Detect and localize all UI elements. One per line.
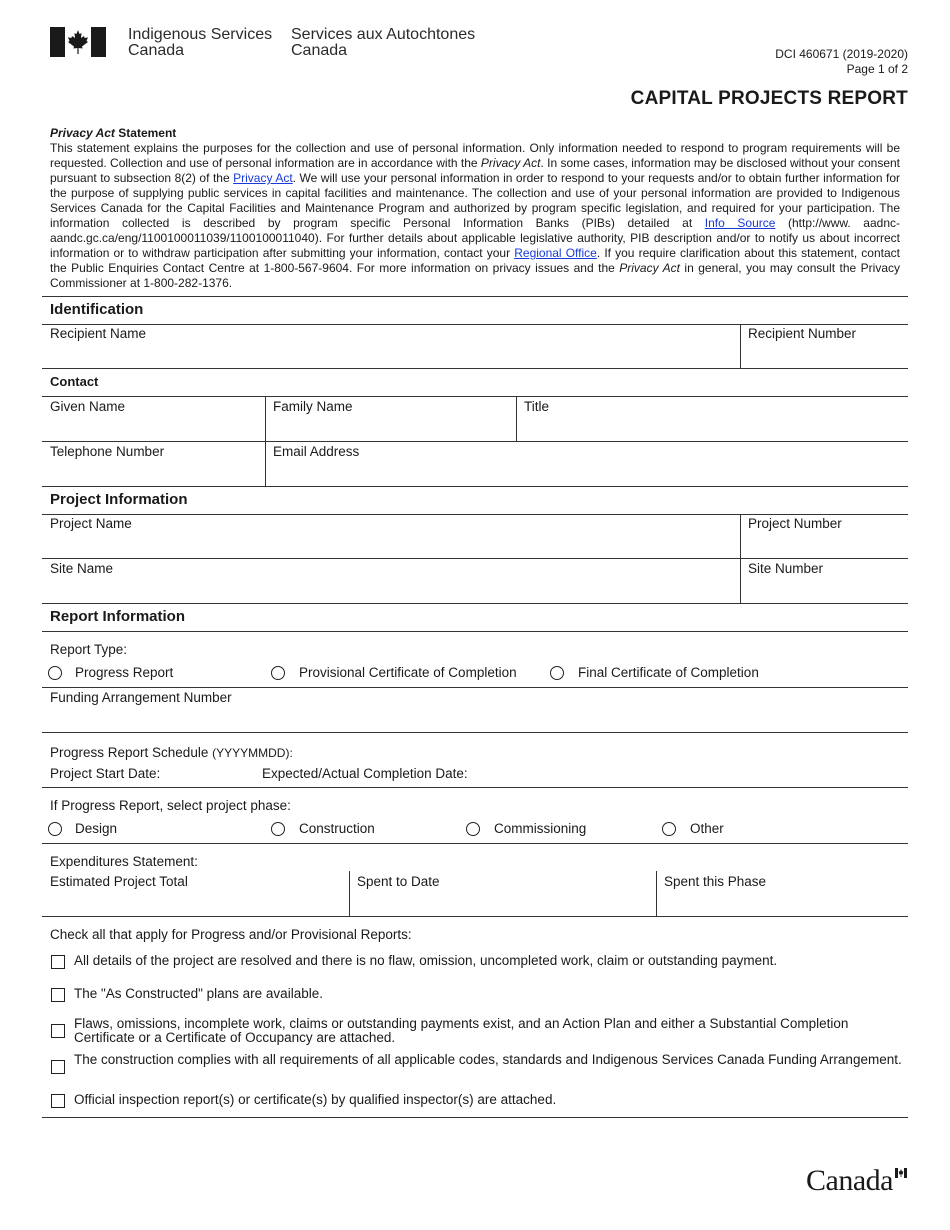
telephone-label: Telephone Number	[50, 444, 165, 459]
spent-this-phase-label: Spent this Phase	[664, 874, 767, 889]
privacy-heading	[50, 126, 900, 141]
project-information-heading: Project Information	[50, 491, 188, 508]
org-name-english-line2: Canada	[128, 42, 185, 59]
canada-wordmark: Canada	[806, 1164, 893, 1197]
radio-phase-commissioning[interactable]	[466, 822, 480, 836]
phase-label: If Progress Report, select project phase:	[50, 798, 291, 813]
org-name-english	[128, 27, 272, 59]
title-field[interactable]	[524, 399, 904, 439]
regional-office-link[interactable]: Regional Office	[514, 246, 597, 260]
checkbox-details-resolved[interactable]	[51, 955, 65, 969]
completion-date-label: Expected/Actual Completion Date:	[262, 766, 468, 781]
title-label: Title	[524, 399, 550, 414]
privacy-act-link[interactable]: Privacy Act	[233, 171, 293, 185]
divider	[42, 558, 908, 559]
divider	[42, 296, 908, 297]
radio-phase-design[interactable]	[48, 822, 62, 836]
telephone-field[interactable]	[50, 444, 262, 484]
divider	[42, 631, 908, 632]
project-start-date-field[interactable]	[50, 766, 255, 781]
radio-phase-construction-label: Construction	[299, 821, 375, 836]
checkbox-as-constructed-plans-label: The "As Constructed" plans are available.	[74, 986, 323, 1001]
divider	[42, 514, 908, 515]
form-identifier	[775, 47, 908, 77]
privacy-text-5: . If you require clarification about this statement, contact the Public Enquiries Contact Centre at 1-800-567-9604. For more information on privacy issues and the	[50, 246, 900, 275]
family-name-field[interactable]	[273, 399, 513, 439]
privacy-act-italic: Privacy Act	[480, 156, 541, 170]
radio-progress-report-label: Progress Report	[75, 665, 174, 680]
checkbox-inspection-reports[interactable]	[51, 1094, 65, 1108]
org-name-french-line1: Services aux Autochtones	[291, 26, 476, 43]
radio-final-certificate[interactable]	[550, 666, 564, 680]
info-source-link[interactable]: Info Source	[704, 216, 776, 230]
report-information-heading: Report Information	[50, 608, 185, 625]
privacy-text-4: (http://www. aadnc-aandc.gc.ca/eng/1100100011039/1100100011040). For further details about applicable legislative authority, PIB description and/or to notify us about incorrect information or to withdraw participation after submitting your information, contact your	[50, 216, 900, 260]
org-name-english-line1: Indigenous Services	[128, 26, 273, 43]
divider	[42, 916, 908, 917]
contact-heading: Contact	[50, 374, 99, 389]
privacy-statement	[50, 126, 900, 291]
divider	[42, 787, 908, 788]
recipient-name-field[interactable]	[50, 326, 738, 366]
form-id: DCI 460671 (2019-2020)	[775, 47, 908, 61]
checkbox-code-compliance-label: The construction complies with all requirements of all applicable codes, standards and Indigenous Services Canada Funding Arrangement.	[74, 1052, 902, 1067]
family-name-label: Family Name	[273, 399, 353, 414]
divider	[349, 871, 350, 916]
divider	[42, 324, 908, 325]
checkbox-flaws-action-plan-label: Flaws, omissions, incomplete work, claims or outstanding payments exist, and an Action Plan and either a Substantial Completion Certificate or a Certificate of Occupancy are attached.	[74, 1016, 849, 1045]
radio-provisional-certificate[interactable]	[271, 666, 285, 680]
divider	[42, 732, 908, 733]
page-title: CAPITAL PROJECTS REPORT	[630, 88, 908, 109]
estimated-project-total-label: Estimated Project Total	[50, 874, 188, 889]
checkbox-details-resolved-label: All details of the project are resolved and there is no flaw, omission, uncompleted work, claim or outstanding payment.	[74, 953, 778, 968]
checkbox-inspection-reports-label: Official inspection report(s) or certificate(s) by qualified inspector(s) are attached.	[74, 1092, 557, 1107]
email-label: Email Address	[273, 444, 360, 459]
schedule-format: (YYYYMMDD):	[212, 746, 293, 760]
spent-to-date-label: Spent to Date	[357, 874, 440, 889]
project-number-label: Project Number	[748, 516, 842, 531]
radio-phase-design-label: Design	[75, 821, 118, 836]
site-number-label: Site Number	[748, 561, 824, 576]
maple-leaf-icon	[66, 29, 90, 55]
project-name-label: Project Name	[50, 516, 132, 531]
divider	[42, 843, 908, 844]
org-name-french-line2: Canada	[291, 42, 348, 59]
divider	[516, 396, 517, 441]
divider	[42, 1117, 908, 1118]
recipient-number-field[interactable]	[748, 326, 906, 366]
radio-phase-commissioning-label: Commissioning	[494, 821, 587, 836]
canada-flag-logo	[50, 27, 106, 57]
privacy-text-2: . In some cases, information may be disclosed without your consent pursuant to subsection 8(2) of the	[50, 156, 901, 185]
privacy-act-italic-2: Privacy Act	[619, 261, 680, 275]
checklist-label: Check all that apply for Progress and/or Provisional Reports:	[50, 927, 412, 942]
project-start-date-label: Project Start Date:	[50, 766, 161, 781]
privacy-heading-italic: Privacy Act	[50, 126, 115, 140]
page-number: Page 1 of 2	[846, 62, 908, 76]
completion-date-field[interactable]	[262, 766, 562, 781]
privacy-text-3: . We will use your personal information in order to respond to your requests and/or to obtain further information for the purpose of supplying public services in capital facilities and maintenance. The collection and use of your personal information are provided to Indigenous Services Canada for the Capital Facilities and Maintenance Program and authorized by program specific legislation, and required for your participation. The information collected is described by program specific Personal Information Banks (PIBs) detailed at	[50, 171, 901, 230]
divider	[740, 324, 741, 368]
divider	[656, 871, 657, 916]
divider	[42, 368, 908, 369]
spent-to-date-field[interactable]	[357, 874, 652, 914]
project-number-field[interactable]	[748, 516, 906, 556]
site-number-field[interactable]	[748, 561, 906, 601]
divider	[42, 486, 908, 487]
expenditures-label: Expenditures Statement:	[50, 854, 198, 869]
given-name-label: Given Name	[50, 399, 126, 414]
recipient-name-label: Recipient Name	[50, 326, 147, 341]
funding-arrangement-field[interactable]	[50, 690, 900, 730]
spent-this-phase-field[interactable]	[664, 874, 904, 914]
wordmark-flag-icon	[895, 1168, 907, 1178]
identification-heading: Identification	[50, 301, 144, 318]
site-name-field[interactable]	[50, 561, 738, 601]
report-type-label: Report Type:	[50, 642, 128, 657]
project-name-field[interactable]	[50, 516, 738, 556]
divider	[42, 603, 908, 604]
schedule-label	[50, 745, 293, 761]
funding-arrangement-label: Funding Arrangement Number	[50, 690, 232, 705]
checkbox-as-constructed-plans[interactable]	[51, 988, 65, 1002]
schedule-label-text: Progress Report Schedule	[50, 745, 209, 760]
checkbox-flaws-action-plan[interactable]	[51, 1024, 65, 1038]
divider	[42, 687, 908, 688]
privacy-text-6: in general, you may consult the Privacy Commissioner at 1-800-282-1376.	[50, 261, 900, 290]
privacy-text-1: This statement explains the purposes for the collection and use of personal information. Only information needed to respond to program requirements will be requested. Collection and use of personal information are in accordance with the	[50, 141, 900, 170]
site-name-label: Site Name	[50, 561, 114, 576]
org-name-french	[291, 27, 475, 59]
checkbox-code-compliance[interactable]	[51, 1060, 65, 1074]
radio-final-certificate-label: Final Certificate of Completion	[578, 665, 759, 680]
radio-phase-construction[interactable]	[271, 822, 285, 836]
given-name-field[interactable]	[50, 399, 262, 439]
privacy-body	[50, 141, 900, 291]
divider	[42, 441, 908, 442]
radio-progress-report[interactable]	[48, 666, 62, 680]
recipient-number-label: Recipient Number	[748, 326, 857, 341]
radio-phase-other[interactable]	[662, 822, 676, 836]
divider	[42, 396, 908, 397]
radio-phase-other-label: Other	[690, 821, 724, 836]
estimated-project-total-field[interactable]	[50, 874, 345, 914]
privacy-heading-rest: Statement	[114, 126, 177, 140]
radio-provisional-certificate-label: Provisional Certificate of Completion	[299, 665, 517, 680]
email-field[interactable]	[273, 444, 903, 484]
